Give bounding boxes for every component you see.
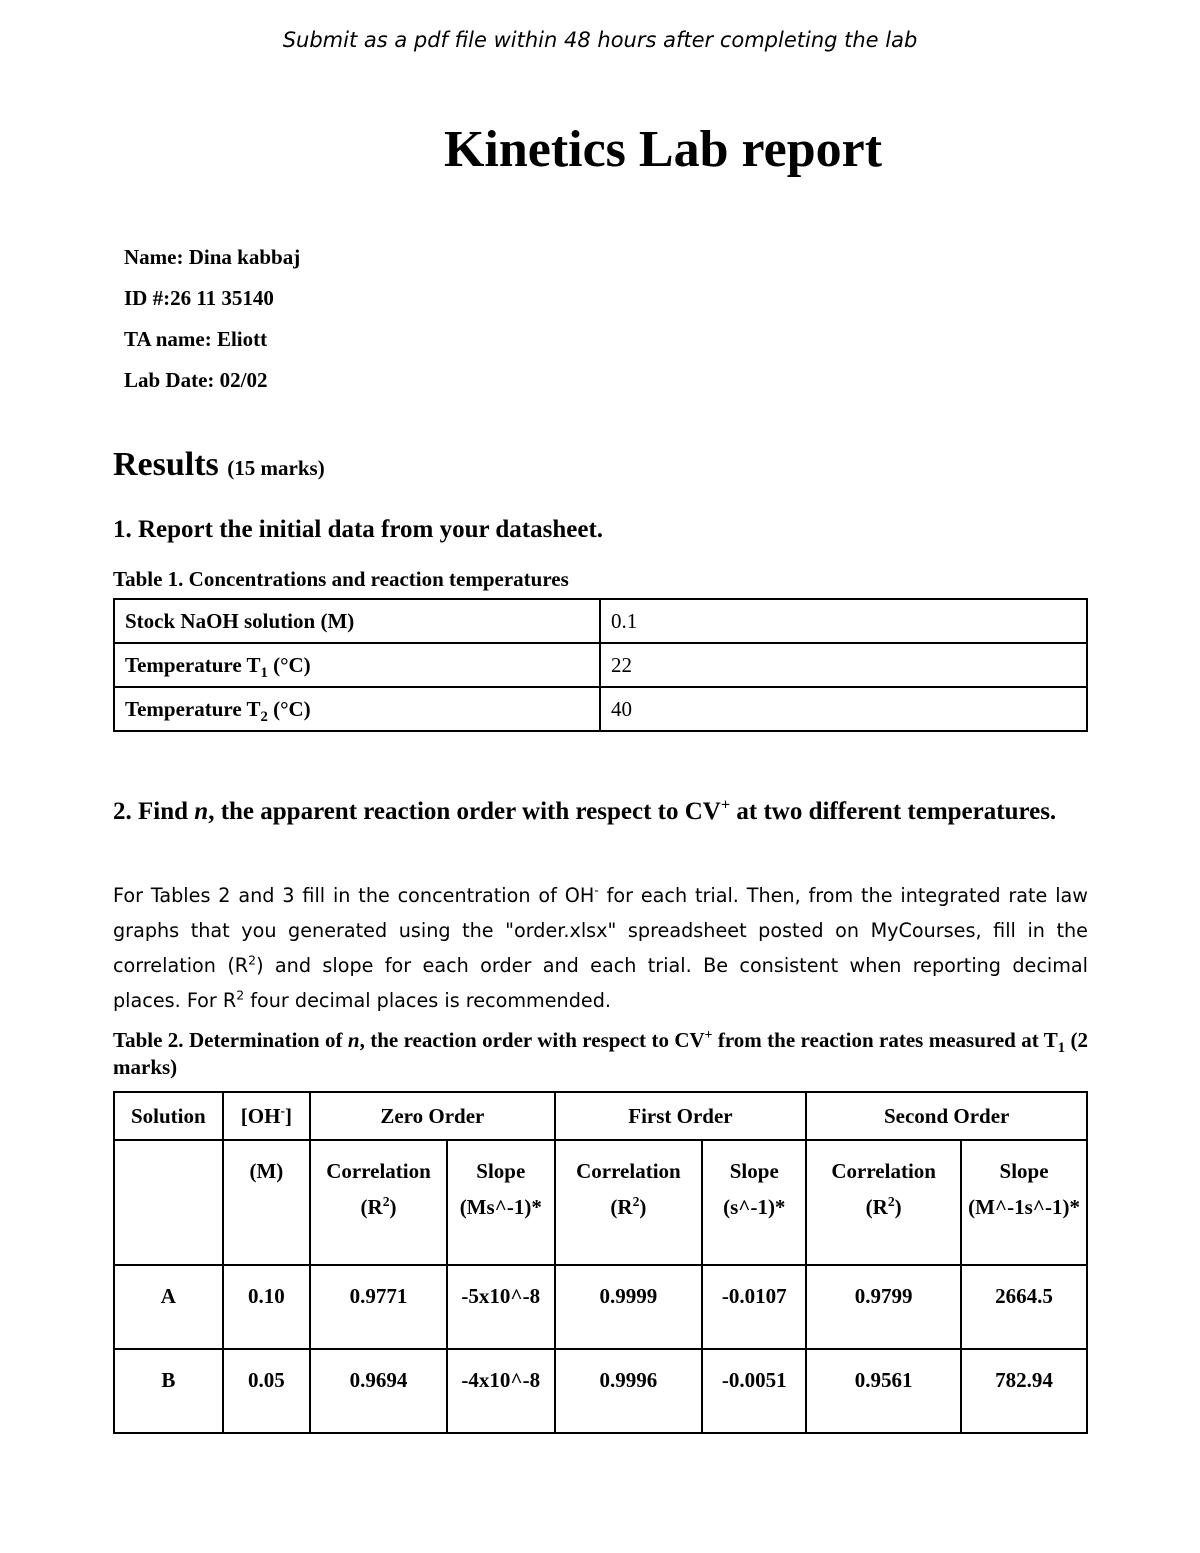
corr-text: (R (610, 1195, 633, 1219)
superscript: - (594, 882, 599, 898)
corr-text: ) (639, 1195, 647, 1219)
caption-text: , the reaction order with respect to CV (359, 1028, 705, 1052)
units-first-correlation (555, 1140, 703, 1265)
instructions-paragraph (113, 878, 1088, 1018)
label-text: Temperature T (125, 652, 261, 677)
subscript: 1 (260, 664, 268, 681)
lab-date: Lab Date: 02/02 (124, 368, 268, 392)
corr-text: ) (389, 1195, 397, 1219)
units-solution-empty (114, 1140, 223, 1265)
table2 (113, 1091, 1088, 1434)
cell-zero-slope: -4x10^-8 (447, 1349, 555, 1433)
cell-second-r2: 0.9561 (806, 1349, 961, 1433)
table-row (114, 643, 1087, 687)
header-text: [OH (240, 1104, 281, 1128)
superscript: 2 (887, 1194, 895, 1209)
superscript: - (280, 1103, 285, 1118)
cell-first-r2: 0.9999 (555, 1265, 703, 1349)
page-title: Kinetics Lab report (443, 121, 883, 178)
table1 (113, 598, 1088, 732)
cell-second-r2: 0.9799 (806, 1265, 961, 1349)
superscript: 2 (248, 952, 257, 968)
cell-oh: 0.05 (223, 1349, 310, 1433)
q2-text: at two different temperatures. (730, 798, 1057, 825)
header-text: ] (284, 1104, 292, 1128)
q2-n: n (194, 798, 209, 825)
table-row (114, 1349, 1087, 1433)
student-name: Name: Dina kabbaj (124, 245, 301, 269)
cell-first-r2: 0.9996 (555, 1349, 703, 1433)
table-cell-value: 0.1 (600, 599, 1087, 643)
superscript: + (704, 1027, 713, 1042)
corr-text: (R (360, 1195, 383, 1219)
caption-text: from the reaction rates measured at T (712, 1028, 1058, 1052)
header-oh (223, 1092, 310, 1140)
header-zero-order: Zero Order (310, 1092, 555, 1140)
cell-first-slope: -0.0051 (702, 1349, 806, 1433)
table-cell-value: 22 (600, 643, 1087, 687)
corr-text: Correlation (326, 1159, 431, 1183)
subscript: 1 (1057, 1040, 1066, 1057)
corr-text: Correlation (831, 1159, 936, 1183)
cell-solution: B (114, 1349, 223, 1433)
table-cell-value: 40 (600, 687, 1087, 731)
table1-caption: Table 1. Concentrations and reaction temperatures (113, 567, 569, 591)
table2-caption (113, 1027, 1088, 1081)
header-second-order: Second Order (806, 1092, 1087, 1140)
cell-zero-slope: -5x10^-8 (447, 1265, 555, 1349)
units-first-slope: Slope (s^-1)* (702, 1140, 806, 1265)
subscript: 2 (260, 708, 268, 725)
table-cell-label (114, 643, 600, 687)
caption-text: Table 2. Determination of (113, 1028, 348, 1052)
label-unit: (°C) (267, 696, 311, 721)
superscript: + (720, 795, 731, 814)
cell-oh: 0.10 (223, 1265, 310, 1349)
para-text: four decimal places is recommended. (244, 989, 611, 1012)
corr-text: (R (865, 1195, 888, 1219)
header-first-order: First Order (555, 1092, 807, 1140)
superscript: 2 (236, 987, 245, 1003)
table-units-row (114, 1140, 1087, 1265)
ta-name: TA name: Eliott (124, 327, 268, 351)
submission-note: Submit as a pdf file within 48 hours after completing the lab (282, 28, 918, 52)
cell-solution: A (114, 1265, 223, 1349)
cell-second-slope: 2664.5 (961, 1265, 1087, 1349)
units-zero-slope: Slope (Ms^-1)* (447, 1140, 555, 1265)
units-second-slope: Slope (M^-1s^-1)* (961, 1140, 1087, 1265)
label-unit: (°C) (267, 652, 311, 677)
caption-n: n (347, 1028, 360, 1052)
q2-text: , the apparent reaction order with respect to CV (208, 798, 721, 825)
question-1: 1. Report the initial data from your datasheet. (113, 516, 604, 543)
units-second-correlation (806, 1140, 961, 1265)
results-heading (113, 446, 325, 484)
table-row (114, 1265, 1087, 1349)
corr-text: Correlation (576, 1159, 681, 1183)
label-text: Temperature T (125, 696, 261, 721)
superscript: 2 (382, 1194, 390, 1209)
units-zero-correlation (310, 1140, 447, 1265)
superscript: 2 (632, 1194, 640, 1209)
table-row (114, 599, 1087, 643)
para-text: For Tables 2 and 3 fill in the concentration of OH (113, 884, 595, 907)
question-2 (113, 794, 1088, 830)
results-marks: (15 marks) (227, 456, 325, 480)
corr-text: ) (894, 1195, 902, 1219)
para-text: ) and slope for each order and each trial. Be consistent when reporting decimal places. For R (113, 954, 1088, 1012)
q2-text: 2. Find (113, 798, 195, 825)
table-row (114, 687, 1087, 731)
table-cell-label (114, 687, 600, 731)
para-text: for each trial. Then, from the integrated rate law graphs that you generated using the "order.xlsx" spreadsheet posted on MyCourses, fill in the correlation (R (113, 884, 1088, 977)
results-title: Results (113, 446, 219, 483)
table-header-row (114, 1092, 1087, 1140)
header-solution: Solution (114, 1092, 223, 1140)
cell-first-slope: -0.0107 (702, 1265, 806, 1349)
cell-second-slope: 782.94 (961, 1349, 1087, 1433)
student-id: ID #:26 11 35140 (124, 286, 274, 310)
caption-text: (2 marks) (113, 1028, 1088, 1079)
units-oh: (M) (223, 1140, 310, 1265)
cell-zero-r2: 0.9771 (310, 1265, 447, 1349)
cell-zero-r2: 0.9694 (310, 1349, 447, 1433)
table-cell-label: Stock NaOH solution (M) (114, 599, 600, 643)
